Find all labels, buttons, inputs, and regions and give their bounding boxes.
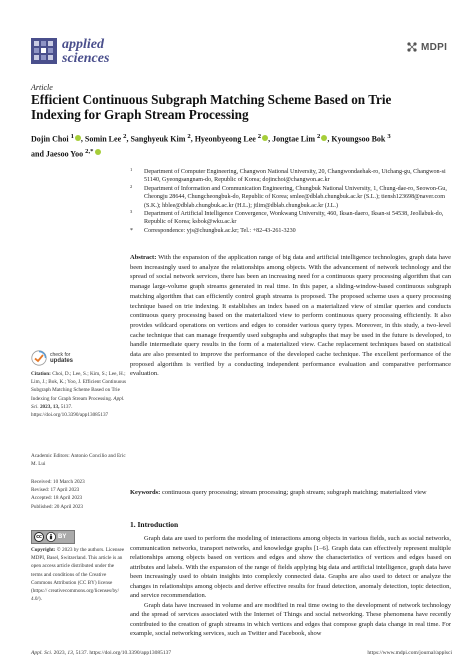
intro-paragraph-1: Graph data are used to perform the modeling of interactions among objects in various fields, such as social networks, communication networks, transport networks, and knowledge graphs [1–6]. Graph data can effectively represent multiple relationships among objects based on vertices and edges and show the characteristics of vertices and edges based on attributes and labels. With the expansion of the range of fields applying big data and artificial intelligence, graph data have been increasingly used to obtain insights into complexly connected data. Graphs are also used to detect or analyze the changes in relationships among objects and derive effective results for fraud detection, anomaly detection, topic detection, and service recommendation. [130,535,451,599]
paper-title: Efficient Continuous Subgraph Matching Scheme Based on Trie Indexing for Graph Stream Processing [31,92,392,122]
affiliation-number: 3 [130,209,133,215]
author-name[interactable]: Jaesoo Yoo [45,149,84,159]
affiliation-item [130,185,450,210]
publication-dates [31,478,126,511]
abstract [130,253,451,379]
author-name[interactable]: Jongtae Lim [272,134,316,144]
orcid-icon[interactable] [95,149,101,155]
check-updates-line1: check for [50,352,71,358]
copyright-text: © 2023 by the authors. Licensee MDPI, Basel, Switzerland. This article is an open access article distributed under the terms and conditions of the Creative Commons Attribution (CC BY) license (https:// creativecommons.org/licenses/by/ 4.0/). [31,547,125,603]
author-affil-sup: 3 [387,133,391,140]
orcid-icon[interactable] [75,135,81,141]
journal-logo-icon [31,38,57,64]
affiliation-text: Department of Artificial Intelligence Convergence, Wonkwang University, 460, Iksan-daero, Iksan-si 54538, Jeollabuk-do, Republic of Korea; ksbok@wku.ac.kr [144,211,444,226]
section-heading-introduction: 1. Introduction [130,520,179,529]
author-and: and [31,149,44,159]
journal-name-line1: applied [62,37,104,52]
affiliation-item [130,168,450,185]
affiliation-text: Department of Information and Communication Engineering, Chungbuk National University, 1, Chung-dae-ro, Seowon-Gu, Cheongju 28644, Chungcheongbuk-do, Republic of Korea; smlee@dblab.chungbuk.ac.kr (S.L.); tiensh123698@naver.com (S.K.); hblee@dblab.chungbuk.ac.kr (H.L.); jtlim@dblab.chungbuk.ac.kr (J.L.) [144,185,447,209]
keywords-label: Keywords: [130,489,161,496]
author-name[interactable]: Hyeonbyeong Lee [194,134,256,144]
copyright-block [31,546,126,603]
abstract-text: With the expansion of the application range of big data and artificial intelligence technologies, graph data have been increasingly used to analyze the relationships among objects. With the advancement of network technology and the spread of social network services, there has been an increasing need for a continuous query processing algorithm that can manage large-volume graph streams generated in real time. In this paper, a sliding-window-based continuous subgraph matching algorithm that can efficiently control graph streams is proposed. The proposed scheme uses a query processing technique based on trie indexing. It establishes an index based on a materialized view of similar queries and conducts continuous query processing based on the materialized view to perform continuous query processing efficiently. It also provides wildcard operations on vertices and edges to consider various query types. Moreover, in this study, a two-level cache technique that can manage frequently used subgraphs and subgraphs that may be used in the future is developed, to handle intermediate query results in the form of a materialized view. Cache replacement techniques based on statistical data are also presented to improve the performance of the developed cache technique. The excellent performance of the proposed algorithm is verified by a conducting independent performance evaluation and comparative performance evaluation. [130,254,451,378]
check-updates-icon [31,350,47,366]
footer-year: 2023, [53,650,66,656]
author-affil-sup: 2 [317,133,321,140]
author-name[interactable]: Sanghyeuk Kim [130,134,186,144]
check-updates-line2: updates [50,358,74,364]
cc-by-label: BY [58,534,67,540]
author-list [31,131,451,160]
affiliations [130,168,450,235]
affiliation-number: 2 [130,183,133,189]
journal-name [62,38,109,66]
mdpi-logo-icon [406,41,418,53]
citation-doi[interactable]: 5137. https://doi.org/10.3390/app13085137 [31,403,109,419]
citation-journal: Appl. Sci. [31,395,125,410]
keywords [130,488,451,498]
author-line-1: Dojin Choi $^1$ , Somin Lee $^2$, Sanghyeuk Kim $^2$, Hyeonbyeong Lee $^2$ , Jongtae Lim $^2$ , Kyoungsoo Bok $^3$ [31,133,391,144]
citation-year-vol: 2023, 13, [39,403,60,410]
affiliation-text: Department of Computer Engineering, Changwon National University, 20, Changwondaehak-ro, Uichang-gu, Changwon-si 51140, Gyeongsangnam-do, Republic of Korea; dojinchoi@changwon.ac.kr [144,169,446,184]
affiliation-number: 1 [130,167,133,172]
date-received: Received: 10 March 2023 [31,479,85,485]
academic-editors: Academic Editors: Antonio Concilio and Eric M. Lui [31,453,126,468]
journal-name-line2: sciences [62,51,110,66]
abstract-label: Abstract: [130,254,157,261]
publisher-name: MDPI [421,41,448,53]
keywords-text: continuous query processing; stream processing; graph stream; subgraph matching; materialized view [161,489,427,496]
footer-doi[interactable]: 5137. https://doi.org/10.3390/app13085137 [75,650,172,656]
author-line-2 [31,146,451,161]
check-for-updates-button[interactable] [31,350,73,366]
date-accepted: Accepted: 18 April 2023 [31,495,83,502]
date-published: Published: 20 April 2023 [31,503,84,510]
footer-journal: Appl. Sci. [31,650,53,656]
correspondence-marker: * [130,227,133,234]
date-revised: Revised: 17 April 2023 [31,487,80,494]
author-affil-sup: 2 [123,133,127,140]
affiliation-item [130,210,450,227]
person-icon [46,532,56,542]
author-name[interactable]: Kyoungsoo Bok [331,134,386,144]
correspondence-item [130,227,450,235]
introduction-body [130,534,451,639]
footer-citation [31,650,171,656]
orcid-icon[interactable] [262,135,268,141]
footer-journal-url[interactable]: https://www.mdpi.com/journal/applsci [367,650,452,656]
footer-volume: 13, [67,650,75,656]
citation-text: Choi, D.; Lee, S.; Kim, S.; Lee, H.; Lim, J.; Bok, K.; Yoo, J. Efficient Continuous Subgraph Matching Scheme Based on Trie Indexing for Graph Stream Processing. [31,371,127,402]
orcid-icon[interactable] [321,135,327,141]
author-affil-sup: 2 [257,133,262,140]
author-affil-sup: 1 [70,133,74,140]
cc-by-license-badge[interactable] [31,530,75,544]
author-affil-sup: 2 [187,133,191,140]
author-affil-sup: 2,* [85,147,94,155]
copyright-label: Copyright: [31,547,56,553]
publisher-logo [406,40,447,54]
article-type: Article [31,83,53,92]
author-name[interactable]: Dojin Choi [31,134,69,144]
citation-block [31,370,126,419]
intro-paragraph-2: Graph data have increased in volume and are modified in real time owing to the development of network technology and the spread of services associated with the Internet of Things and social networking. These phenomena have recently contributed to the creation of graph streams in which vertices and edges that compose graph data change in real time. For example, social networking services, such as Twitter and Facebook, show [130,601,451,637]
correspondence-text: Correspondence: yjs@chungbuk.ac.kr; Tel.: +82-43-261-3230 [144,227,296,234]
cc-icon: cc [34,532,44,542]
check-updates-label [50,352,73,364]
author-name[interactable]: Somin Lee [84,134,122,144]
citation-label: Citation: [31,371,51,377]
